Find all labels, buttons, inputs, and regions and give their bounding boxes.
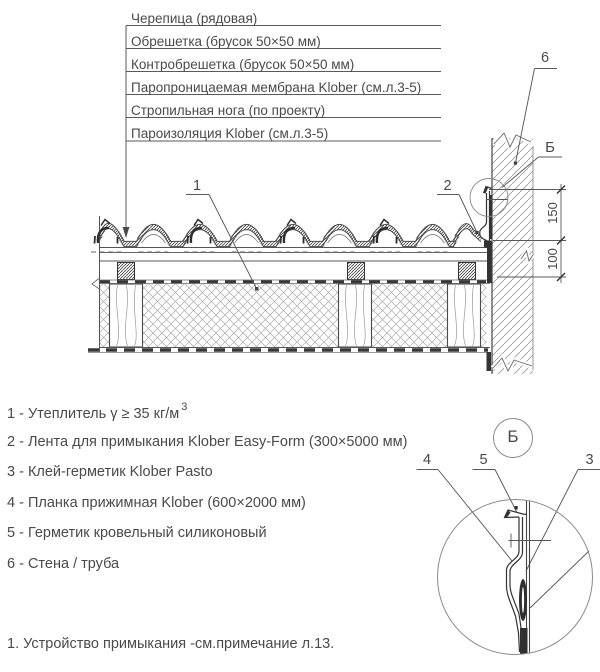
dim-upper-label: 150 bbox=[545, 202, 560, 224]
insulation-hatch bbox=[100, 284, 487, 347]
detail-cap-fastener bbox=[515, 506, 518, 510]
note-text: 1. Устройство примыкания -см.примечание л.13. bbox=[7, 636, 335, 652]
layer-label-battens: Обрешетка (брусок 50×50 мм) bbox=[131, 34, 321, 49]
legend-item-text: 5 - Герметик кровельный силиконовый bbox=[7, 525, 267, 541]
detail-flashing-outer bbox=[507, 517, 520, 652]
legend-item-sup: 3 bbox=[181, 401, 188, 413]
legend-item-text: 3 - Клей-герметик Klober Pasto bbox=[7, 464, 213, 480]
legend-item-text: 6 - Стена / труба bbox=[7, 555, 120, 572]
callout-tape-number: 2 bbox=[443, 178, 452, 194]
layer-label-membrane: Паропроницаемая мембрана Klober (см.л.3-5) bbox=[131, 80, 422, 95]
vapor-barrier-layer bbox=[88, 350, 488, 353]
detail-view-b bbox=[438, 419, 593, 661]
legend-item bbox=[7, 525, 267, 541]
legend-item bbox=[7, 464, 213, 480]
detail-ref-label: Б bbox=[545, 139, 555, 156]
layer-label-vapor-barrier: Пароизоляция Klober (см.л.3-5) bbox=[131, 126, 329, 141]
callout-insulation-number: 1 bbox=[192, 178, 202, 194]
left-break-mark bbox=[92, 278, 100, 289]
legend-item bbox=[7, 495, 306, 511]
dim-lower-label: 100 bbox=[545, 247, 560, 270]
layer-label-tiles: Черепица (рядовая) bbox=[131, 11, 258, 26]
legend-item bbox=[7, 434, 407, 450]
wall-section bbox=[492, 133, 534, 374]
legend-item-text: 2 - Лента для примыкания Klober Easy-Form (300×5000 мм) bbox=[7, 433, 408, 450]
legend-item bbox=[7, 401, 188, 422]
counter-batten-sections bbox=[118, 263, 476, 280]
detail-callout-pressure-strip: 4 bbox=[422, 452, 432, 468]
detail-callout-adhesive: 3 bbox=[585, 452, 594, 468]
layer-label-rafter: Стропильная нога (по проекту) bbox=[131, 103, 326, 118]
layer-label-counterbattens: Контробрешетка (брусок 50×50 мм) bbox=[131, 57, 355, 72]
legend-item-text: 1 - Утеплитель γ ≥ 35 кг/м bbox=[7, 405, 180, 422]
membrane-layer bbox=[99, 280, 490, 284]
layer-arrowhead bbox=[123, 227, 130, 238]
vapor-barrier-downturn bbox=[487, 352, 492, 371]
detail-callout-roof-sealant: 5 bbox=[479, 452, 488, 468]
detail-view-circle bbox=[438, 500, 593, 655]
legend-item bbox=[7, 556, 119, 572]
callout-wall-number: 6 bbox=[540, 50, 550, 66]
roof-assembly bbox=[88, 216, 492, 371]
legend-item-text: 4 - Планка прижимная Klober (600×2000 мм) bbox=[7, 494, 306, 511]
detail-marker-label: Б bbox=[507, 427, 519, 446]
